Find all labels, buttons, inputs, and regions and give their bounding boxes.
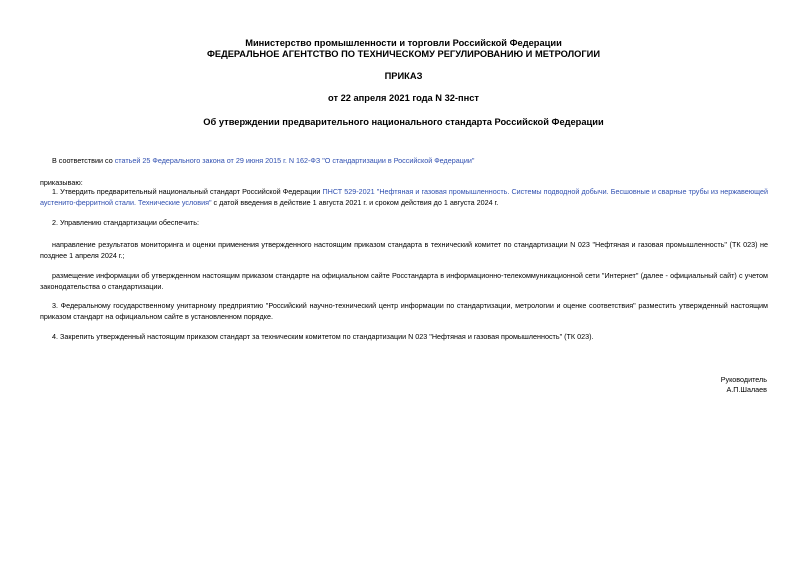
agency-name: ФЕДЕРАЛЬНОЕ АГЕНТСТВО ПО ТЕХНИЧЕСКОМУ РЕГУЛИРОВАНИЮ И МЕТРОЛОГИИ [206,49,601,59]
document-date-number: от 22 апреля 2021 года N 32-пнст [328,93,479,103]
intro-paragraph [40,156,768,167]
signature-name: А.П.Шалаев [726,385,767,394]
ministry-name: Министерство промышленности и торговли Российской Федерации [245,38,562,48]
item-2: 2. Управлению стандартизации обеспечить: [52,218,199,227]
item-4: 4. Закрепить утвержденный настоящим приказом стандарт за техническим комитетом по стандартизации N 023 "Нефтяная и газовая промышленность" (ТК 023). [52,332,594,341]
federal-law-link[interactable]: статьей 25 Федерального закона от 29 июня 2015 г. N 162-ФЗ "О стандартизации в Российской Федерации" [114,156,475,165]
item-1-suffix: с датой введения в действие 1 августа 2021 г. и сроком действия до 1 августа 2024 г. [211,197,499,207]
item-1-text: 1. Утвердить предварительный национальный стандарт Российской Федерации [52,187,323,196]
document-title: Об утверждении предварительного национального стандарта Российской Федерации [203,117,604,127]
item-2b: размещение информации об утвержденном настоящим приказом стандарте на официальном сайте Росстандарта в информационно-телекоммуникационной сети "Интернет" (далее - официальный сайт) с учетом законодательства о стандартизации. [40,271,768,291]
order-word: приказываю: [40,178,83,187]
item-1 [40,187,768,208]
intro-text: В соответствии со [52,156,115,165]
standard-link[interactable]: ПНСТ 529-2021 "Нефтяная и газовая промышленность. Системы подводной добычи. Бесшовные и сварные трубы из нержавеющей аустенито-ферритной стали. Технические условия" [40,187,768,207]
document-type: ПРИКАЗ [384,71,423,81]
signature-role: Руководитель [720,375,767,384]
item-3: 3. Федеральному государственному унитарному предприятию "Российский научно-технический центр информации по стандартизации, метрологии и оценке соответствия" разместить утвержденный настоящим приказом стандарт на официальном сайте в установленном порядке. [40,301,768,321]
item-2a: направление результатов мониторинга и оценки применения утвержденного настоящим приказом стандарта в технический комитет по стандартизации N 023 "Нефтяная и газовая промышленность" (ТК 023) не позднее 1 апреля 2024 г.; [40,240,768,260]
